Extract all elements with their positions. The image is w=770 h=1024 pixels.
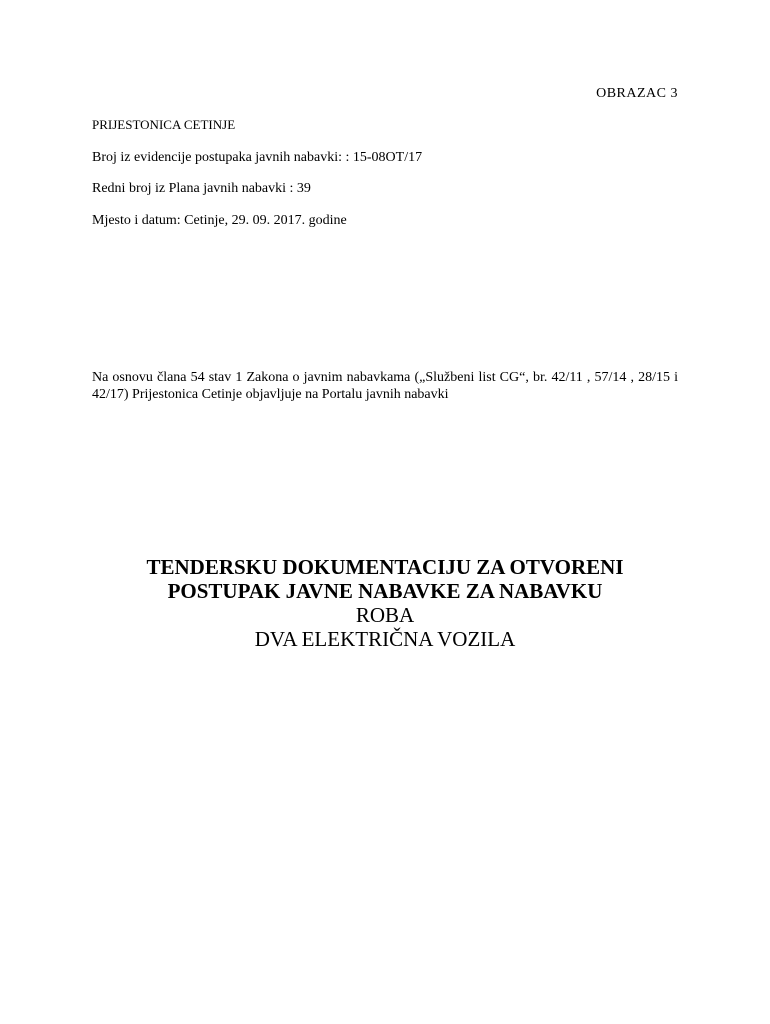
title-line-4: DVA ELEKTRIČNA VOZILA [254, 627, 516, 651]
title-line-2: POSTUPAK JAVNE NABAVKE ZA NABAVKU [167, 579, 603, 603]
intro-paragraph: Na osnovu člana 54 stav 1 Zakona o javnim nabavkama („Službeni list CG“, br. 42/11 , 57/14 , 28/15 i 42/17) Prijestonica Cetinje objavljuje na Portalu javnih nabavki [92, 370, 678, 402]
evidence-number: Broj iz evidencije postupaka javnih nabavki: : 15-08OT/17 [92, 150, 423, 165]
form-label: OBRAZAC 3 [596, 86, 678, 101]
document-title [92, 555, 678, 651]
plan-number: Redni broj iz Plana javnih nabavki : 39 [92, 181, 311, 196]
title-line-3: ROBA [355, 603, 415, 627]
place-date: Mjesto i datum: Cetinje, 29. 09. 2017. godine [92, 213, 347, 228]
title-line-1: TENDERSKU DOKUMENTACIJU ZA OTVORENI [146, 555, 624, 579]
institution-name: PRIJESTONICA CETINJE [92, 117, 236, 132]
